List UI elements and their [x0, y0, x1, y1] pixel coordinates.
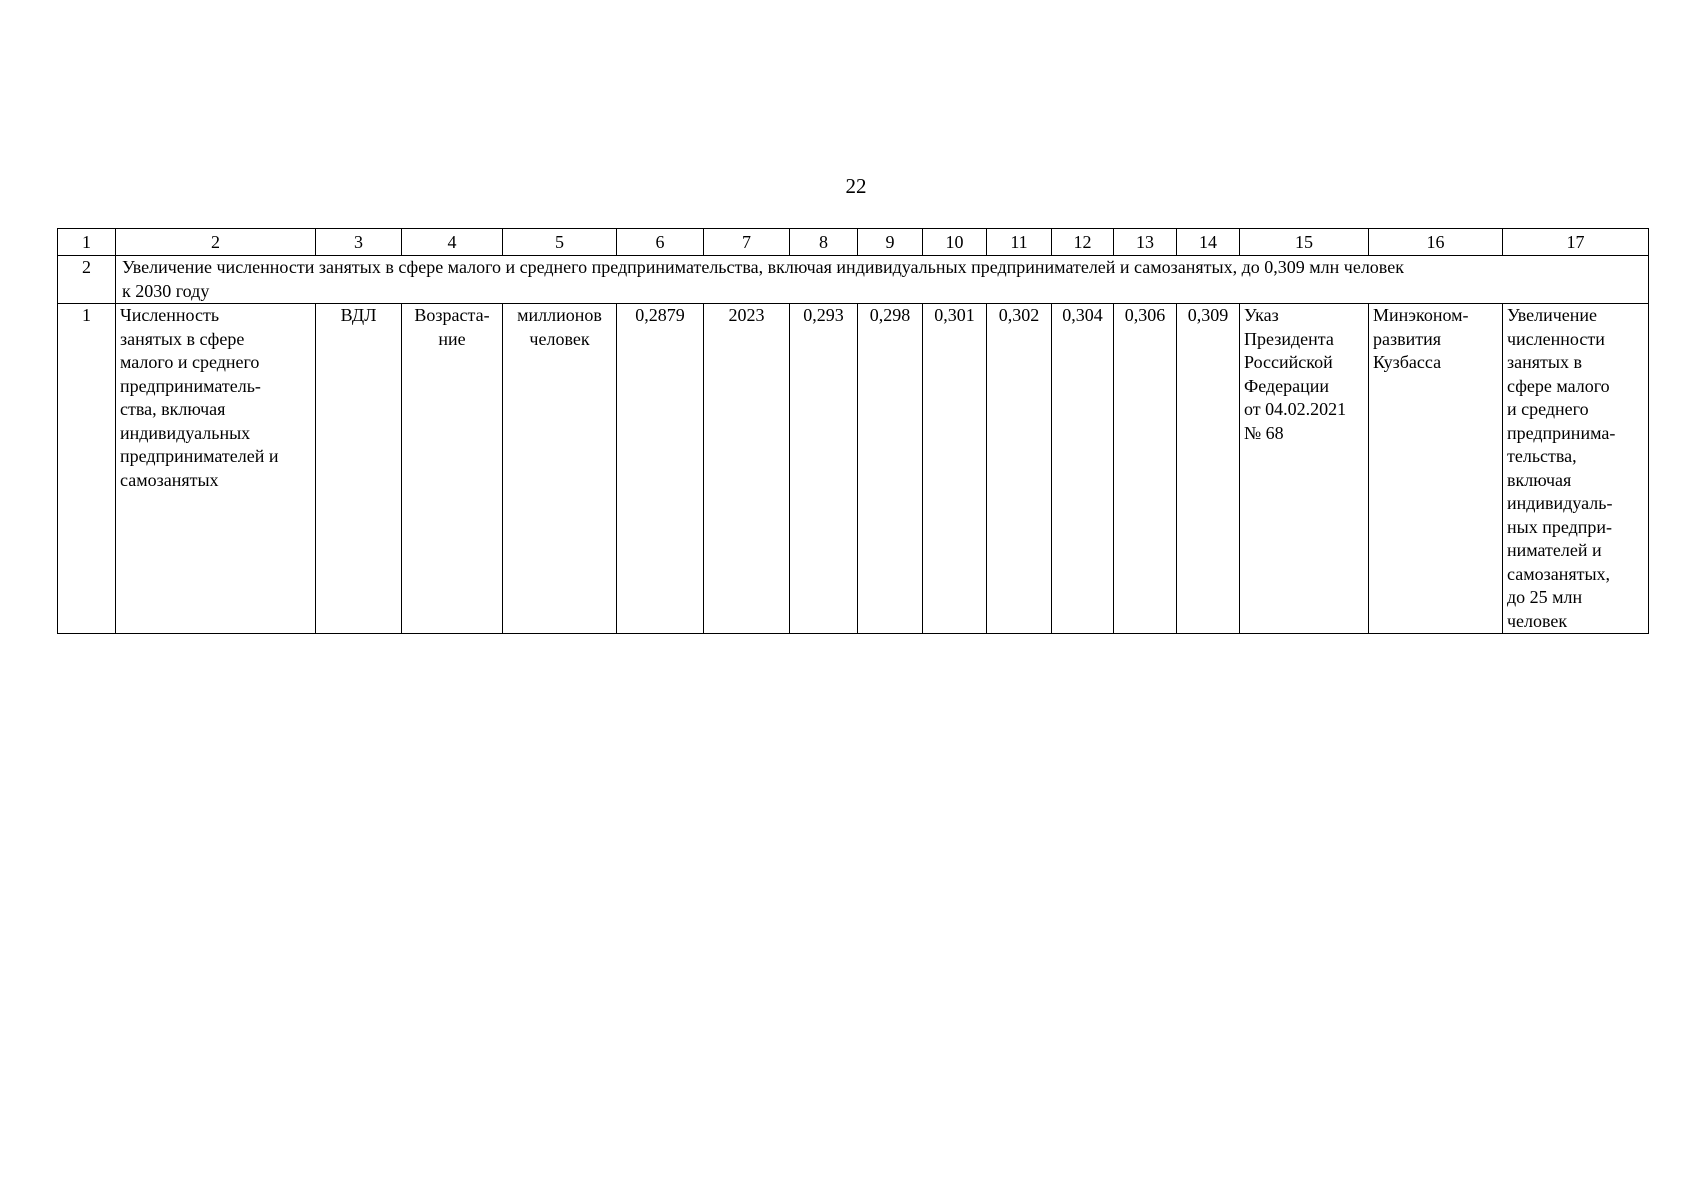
responsible-body [1369, 304, 1503, 634]
value-col-8: 0,293 [790, 304, 858, 634]
text-line: ства, включая [120, 399, 226, 419]
text-line: сфере малого [1507, 375, 1610, 396]
value-col-10: 0,301 [923, 304, 987, 634]
text-line: предпринимателей и [120, 446, 279, 466]
text-line: предприниматель- [120, 375, 261, 396]
text-line: Возраста- [414, 305, 490, 325]
text-line: от 04.02.2021 [1244, 399, 1347, 419]
col-header-16: 16 [1369, 229, 1503, 256]
col-header-6: 6 [617, 229, 704, 256]
col-header-13: 13 [1114, 229, 1177, 256]
text-line: и среднего [1507, 399, 1589, 419]
indicators-table [57, 228, 1649, 634]
text-line: Увеличение [1507, 305, 1598, 325]
value-col-13: 0,306 [1114, 304, 1177, 634]
page-number: 22 [845, 174, 867, 198]
column-number-row [58, 229, 1649, 256]
section-title-line: к 2030 году [122, 280, 210, 301]
row-number: 1 [58, 304, 116, 634]
text-line: самозанятых [120, 469, 219, 490]
section-title [116, 256, 1649, 304]
text-line: Указ [1244, 305, 1279, 325]
text-line: Численность [120, 305, 220, 325]
col-header-3: 3 [316, 229, 402, 256]
text-line: занятых в сфере [120, 328, 245, 349]
text-line: предпринима- [1507, 422, 1616, 443]
col-header-4: 4 [402, 229, 503, 256]
text-line: до 25 млн [1507, 587, 1583, 607]
col-header-17: 17 [1503, 229, 1649, 256]
value-col-12: 0,304 [1052, 304, 1114, 634]
section-number: 2 [58, 256, 116, 304]
col-header-5: 5 [503, 229, 617, 256]
text-line: включая [1507, 469, 1572, 490]
text-line: индивидуальных [120, 422, 251, 443]
text-line: Кузбасса [1373, 352, 1442, 372]
legal-document [1240, 304, 1369, 634]
text-line: Федерации [1244, 375, 1330, 396]
text-line: малого и среднего [120, 352, 260, 372]
national-goal-link [1503, 304, 1649, 634]
text-line: ние [438, 328, 466, 349]
text-line: тельства, [1507, 446, 1577, 466]
col-header-8: 8 [790, 229, 858, 256]
text-line: индивидуаль- [1507, 493, 1613, 513]
text-line: занятых в [1507, 352, 1582, 372]
section-row [58, 256, 1649, 304]
text-line: миллионов [517, 305, 602, 325]
value-col-11: 0,302 [987, 304, 1052, 634]
text-line: самозанятых, [1507, 563, 1611, 584]
indicator-level: ВДЛ [316, 304, 402, 634]
base-value: 0,2879 [617, 304, 704, 634]
text-line: человек [1507, 610, 1568, 631]
col-header-15: 15 [1240, 229, 1369, 256]
value-col-14: 0,309 [1177, 304, 1240, 634]
text-line: численности [1507, 328, 1605, 349]
text-line: Президента [1244, 328, 1334, 349]
col-header-9: 9 [858, 229, 923, 256]
text-line: № 68 [1244, 422, 1284, 443]
text-line: развития [1373, 328, 1442, 349]
text-line: человек [529, 328, 590, 349]
section-title-line: Увеличение численности занятых в сфере малого и среднего предпринимательства, включая индивидуальных предпринимателей и самозанятых, до 0,309 млн человек [122, 257, 1404, 277]
value-col-9: 0,298 [858, 304, 923, 634]
text-line: нимателей и [1507, 540, 1602, 560]
col-header-12: 12 [1052, 229, 1114, 256]
table-row [58, 304, 1649, 634]
indicator-name [116, 304, 316, 634]
col-header-11: 11 [987, 229, 1052, 256]
col-header-14: 14 [1177, 229, 1240, 256]
base-year: 2023 [704, 304, 790, 634]
col-header-10: 10 [923, 229, 987, 256]
col-header-2: 2 [116, 229, 316, 256]
text-line: Минэконом- [1373, 305, 1469, 325]
col-header-1: 1 [58, 229, 116, 256]
text-line: ных предпри- [1507, 516, 1613, 537]
col-header-7: 7 [704, 229, 790, 256]
trend [402, 304, 503, 634]
text-line: Российской [1244, 352, 1333, 372]
unit [503, 304, 617, 634]
